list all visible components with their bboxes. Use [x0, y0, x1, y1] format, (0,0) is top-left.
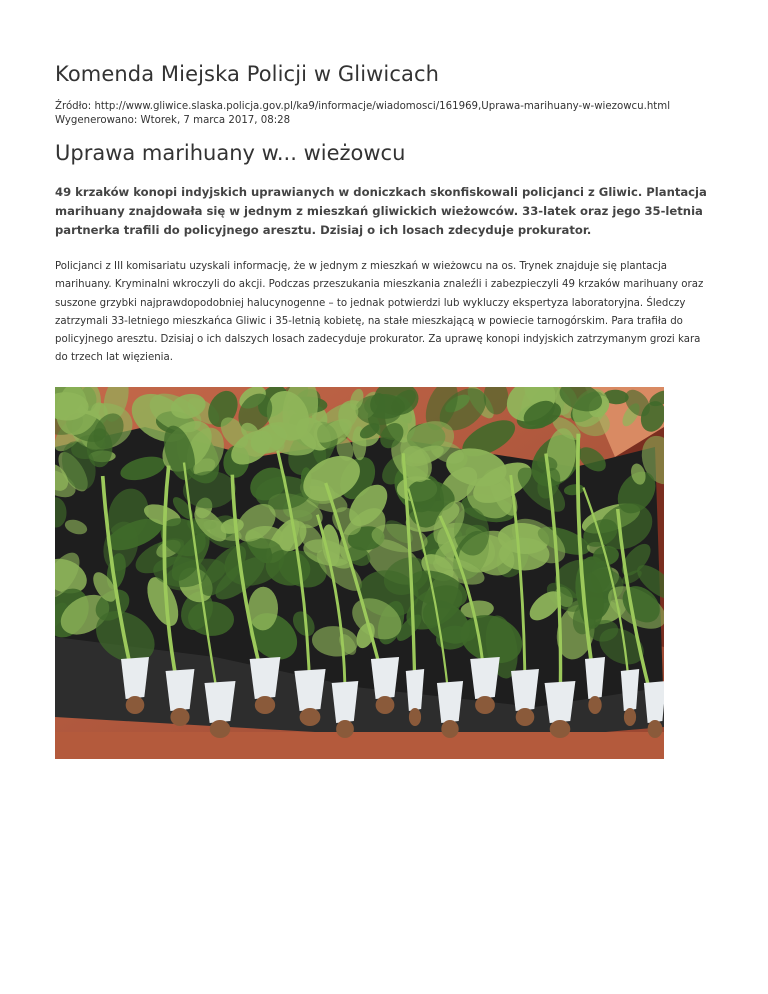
soil-root [300, 708, 321, 726]
soil-root [170, 708, 189, 726]
plastic-bag [204, 681, 235, 723]
soil-root [376, 696, 395, 714]
plastic-bag [250, 657, 281, 699]
plastic-bag [585, 657, 605, 699]
soil-root [210, 720, 231, 738]
plastic-bag [545, 681, 576, 723]
leaf-canopy [55, 387, 664, 681]
print-meta [55, 100, 715, 128]
generated-line: Wygenerowano: Wtorek, 7 marca 2017, 08:28 [55, 115, 291, 126]
article-lead: 49 krzaków konopi indyjskich uprawianych w doniczkach skonfiskowali policjanci z Gliwic. Plantacja marihuany znajdowała się w jednym z mieszkań gliwickich wieżowców. 33-latek oraz jego 35-letnia partnerka trafili do policyjnego aresztu. Dzisiaj o ich losach zdecyduje prokurator. [55, 185, 707, 237]
plastic-bag [437, 681, 463, 723]
article-body: Policjanci z III komisariatu uzyskali informację, że w jednym z mieszkań w wieżowcu na os. Trynek znajduje się plantacja marihuany. Kryminalni wkroczyli do akcji. Podczas przeszukania mieszkania znaleźli i zabezpieczyli 49 krzaków marihuany oraz suszone grzybki najprawdopodobniej halucynogenne – to jednak potwierdzi lub wykluczy ekspertyza laboratoryjna. Śledczy zatrzymali 33-letniego mieszkańca Gliwic i 35-letnią kobietę, na stałe mieszkającą w powiecie tarnogórskim. Para trafiła do policyjnego aresztu. Dzisiaj o ich dalszych losach zadecyduje prokurator. Za uprawę konopi indyjskich zatrzymanym grozi kara do trzech lat więzienia. [55, 261, 704, 364]
plastic-bag [332, 681, 359, 723]
soil-root [648, 720, 663, 738]
soil-root [624, 708, 636, 726]
cannabis-plants-image [55, 387, 664, 759]
soil-root [588, 696, 601, 714]
soil-root [255, 696, 275, 714]
site-title: Komenda Miejska Policji w Gliwicach [55, 62, 440, 86]
plastic-bag [371, 657, 399, 699]
soil-root [336, 720, 354, 738]
article-photo [55, 387, 664, 759]
plastic-bag [406, 669, 424, 711]
plastic-bag [621, 669, 639, 711]
plastic-bag [511, 669, 539, 711]
soil-root [126, 696, 145, 714]
article-title: Uprawa marihuany w... wieżowcu [55, 141, 406, 165]
soil-root [409, 708, 421, 726]
plastic-bag [166, 669, 195, 711]
plastic-bag [470, 657, 500, 699]
plastic-bag [294, 669, 325, 711]
printout-page [55, 60, 715, 368]
floor-edge [55, 732, 664, 759]
plastic-bag [121, 657, 149, 699]
soil-root [475, 696, 495, 714]
source-line: Źródło: http://www.gliwice.slaska.policja.gov.pl/ka9/informacje/wiadomosci/161969,Uprawa-marihuany-w-wiezowcu.html [55, 101, 671, 112]
soil-root [441, 720, 458, 738]
soil-root [550, 720, 571, 738]
soil-root [516, 708, 535, 726]
